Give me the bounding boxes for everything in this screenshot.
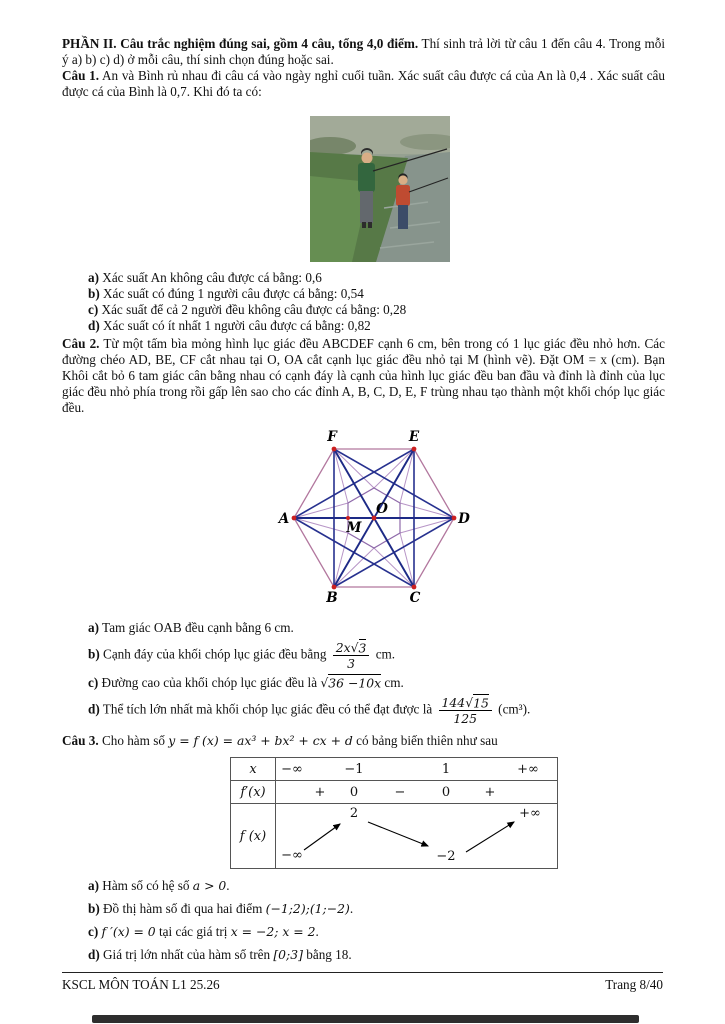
- row-label-x: x: [231, 758, 276, 780]
- q3-option-c: [88, 923, 665, 941]
- q3-intro: [62, 733, 665, 749]
- math-expression: [0;3]: [273, 947, 303, 963]
- sign: −: [394, 785, 406, 801]
- vertex-label-e: E: [408, 428, 420, 445]
- x-values: [276, 758, 556, 780]
- radicand: 15: [473, 695, 489, 711]
- point-label-m: M: [346, 519, 362, 536]
- option-label: a): [88, 269, 99, 285]
- radicand: 36 −10x: [328, 675, 382, 691]
- vertex-label-c: C: [409, 589, 421, 606]
- q2-option-a: [88, 620, 665, 636]
- hexagon-figure: [274, 426, 474, 616]
- sign: +: [314, 785, 326, 801]
- variation-table: [230, 757, 558, 869]
- option-text-after: cm.: [372, 646, 396, 662]
- footer-page-number: Trang 8/40: [605, 977, 663, 992]
- option-text: Hàm số có hệ số: [99, 878, 193, 894]
- option-label: d): [88, 318, 100, 334]
- q1-text: An và Bình rủ nhau đi câu cá vào ngày nghỉ cuối tuần. Xác suất câu được cá của An là 0,4 . Xác suất câu được cá của Bình là 0,7. Khi đó ta có:: [62, 67, 666, 99]
- option-label: b): [88, 901, 100, 917]
- q3-text-after: có bảng biến thiên như sau: [352, 733, 498, 749]
- f-limit-start: −∞: [281, 848, 303, 864]
- part2-desc: Thí sinh trả lời từ câu 1 đến câu 4. Trong mỗi ý a) b) c) d) ở mỗi câu, thí sinh chọn đúng hoặc sai.: [62, 36, 665, 67]
- center-label-o: O: [376, 500, 388, 517]
- table-row-x: [231, 758, 557, 780]
- q2-option-b: [88, 641, 665, 670]
- option-label: a): [88, 878, 99, 894]
- q1-option-b: [88, 286, 665, 302]
- fraction: [333, 641, 370, 670]
- q1-option-d: [88, 318, 665, 334]
- numerator-coefficient: 2x: [335, 640, 351, 656]
- row-label-fprime: f′(x): [231, 781, 276, 803]
- option-label: b): [88, 285, 100, 301]
- option-text: Xác suất để cả 2 người đều không câu được cá bằng: 0,28: [98, 302, 407, 318]
- radicand: 3: [358, 640, 367, 656]
- q3-option-a: [88, 877, 665, 895]
- q3-label: Câu 3.: [62, 733, 99, 749]
- f-limit-end: +∞: [519, 806, 541, 822]
- q2-intro: [62, 336, 665, 416]
- x-value: −1: [344, 762, 364, 778]
- sign: +: [484, 785, 496, 801]
- q1-label: Câu 1.: [62, 67, 100, 83]
- q2-option-d: [88, 696, 665, 725]
- x-value: +∞: [517, 762, 539, 778]
- q2-text: Từ một tấm bìa mỏng hình lục giác đều ABCDEF cạnh 6 cm, bên trong có 1 lục giác đều nhỏ hơn. Các đường chéo AD, BE, CF cắt nhau tại O, OA cắt cạnh lục giác đều nhỏ tại M (hình vẽ). Đặt OM = x (cm). Bạn Khôi cắt bỏ 6 tam giác cân bằng nhau có cạnh đáy là cạnh của hình lục giác đều ban đầu và đỉnh là đỉnh của lục giác đều nhỏ phía trong rồi gấp lên sao cho các đỉnh A, B, C, D, E, F trùng nhau tạo thành một khối chóp lục giác đều.: [62, 336, 666, 416]
- option-text-after: (cm³).: [494, 701, 531, 717]
- q3-option-b: [88, 900, 665, 918]
- option-text: Cạnh đáy của khối chóp lục giác đều bằng: [99, 646, 330, 662]
- option-text: Xác suất có ít nhất 1 người câu được cá bằng: 0,82: [99, 318, 371, 334]
- vertex-label-b: B: [326, 589, 338, 606]
- numerator-coefficient: 144: [441, 695, 466, 711]
- math-expression: a > 0: [192, 878, 227, 894]
- option-label: b): [88, 646, 100, 662]
- q2-options: [88, 620, 665, 725]
- fraction-denominator: 3: [347, 656, 355, 672]
- q1-option-a: [88, 270, 665, 286]
- vertex-label-d: D: [458, 510, 470, 527]
- radical-sign: √: [465, 695, 474, 711]
- scan-edge-bar: [92, 1015, 639, 1023]
- fprime-signs: [276, 781, 556, 803]
- option-text: Đường cao của khối chóp lục giác đều là: [98, 675, 321, 691]
- option-text: tại các giá trị: [155, 924, 231, 940]
- fraction: [439, 696, 492, 725]
- option-label: d): [88, 701, 100, 717]
- sign: 0: [441, 785, 451, 801]
- option-text-after: .: [226, 878, 230, 894]
- option-label: a): [88, 619, 99, 635]
- radical-sign: √: [320, 675, 329, 691]
- vertex-label-f: F: [327, 428, 337, 445]
- option-label: c): [88, 302, 99, 318]
- option-text-after: .: [315, 924, 319, 940]
- option-text-after: cm.: [381, 675, 404, 691]
- vertex-label-a: A: [278, 510, 290, 527]
- option-text: Giá trị lớn nhất của hàm số trên: [99, 947, 274, 963]
- part2-title: PHẦN II. Câu trắc nghiệm đúng sai, gồm 4 câu, tổng 4,0 điểm.: [62, 36, 419, 51]
- variation-arrows: [276, 804, 556, 868]
- option-text: Xác suất có đúng 1 người câu được cá bằng: 0,54: [99, 285, 364, 301]
- option-label: d): [88, 947, 100, 963]
- option-text-after: bằng 18.: [302, 947, 352, 963]
- q3-options: [88, 877, 665, 964]
- q1-options: [88, 270, 665, 335]
- q1-option-c: [88, 302, 665, 318]
- table-row-fprime: [231, 780, 557, 803]
- option-text: Đồ thị hàm số đi qua hai điểm: [99, 901, 266, 917]
- q1-intro: [62, 68, 665, 100]
- fraction-numerator: [439, 696, 492, 711]
- x-value: 1: [441, 762, 451, 778]
- page-footer: [62, 972, 663, 993]
- row-label-f: f (x): [231, 804, 276, 868]
- f-variation: [276, 804, 556, 868]
- fraction-numerator: [333, 641, 370, 656]
- q3-formula: y = f (x) = ax³ + bx² + cx + d: [168, 733, 353, 749]
- option-text: Xác suất An không câu được cá bằng: 0,6: [99, 269, 322, 285]
- math-expression: x = −2; x = 2: [230, 924, 316, 940]
- option-text-after: .: [349, 901, 354, 917]
- q2-label: Câu 2.: [62, 336, 100, 352]
- fishing-photo: [310, 116, 450, 262]
- option-label: c): [88, 675, 99, 691]
- fraction-denominator: 125: [453, 711, 478, 727]
- math-expression: f ′(x) = 0: [101, 924, 156, 940]
- option-label: c): [88, 924, 99, 940]
- q3-text-before: Cho hàm số: [98, 733, 169, 749]
- q3-option-d: [88, 946, 665, 964]
- f-local-min: −2: [436, 849, 456, 865]
- table-row-f: [231, 803, 557, 868]
- part2-heading: [62, 36, 665, 68]
- x-value: −∞: [281, 762, 303, 778]
- sqrt-expression: [320, 674, 381, 691]
- option-text: Thể tích lớn nhất mà khối chóp lục giác đều có thể đạt được là: [99, 701, 436, 717]
- math-expression: (−1;2);(1;−2): [265, 901, 350, 917]
- option-text: Tam giác OAB đều cạnh bằng 6 cm.: [99, 619, 294, 635]
- sign: 0: [349, 785, 359, 801]
- radical-sign: √: [350, 640, 359, 656]
- footer-exam-code: KSCL MÔN TOÁN L1 25.26: [62, 977, 220, 992]
- q2-option-c: [88, 675, 665, 691]
- f-local-max: 2: [349, 806, 359, 822]
